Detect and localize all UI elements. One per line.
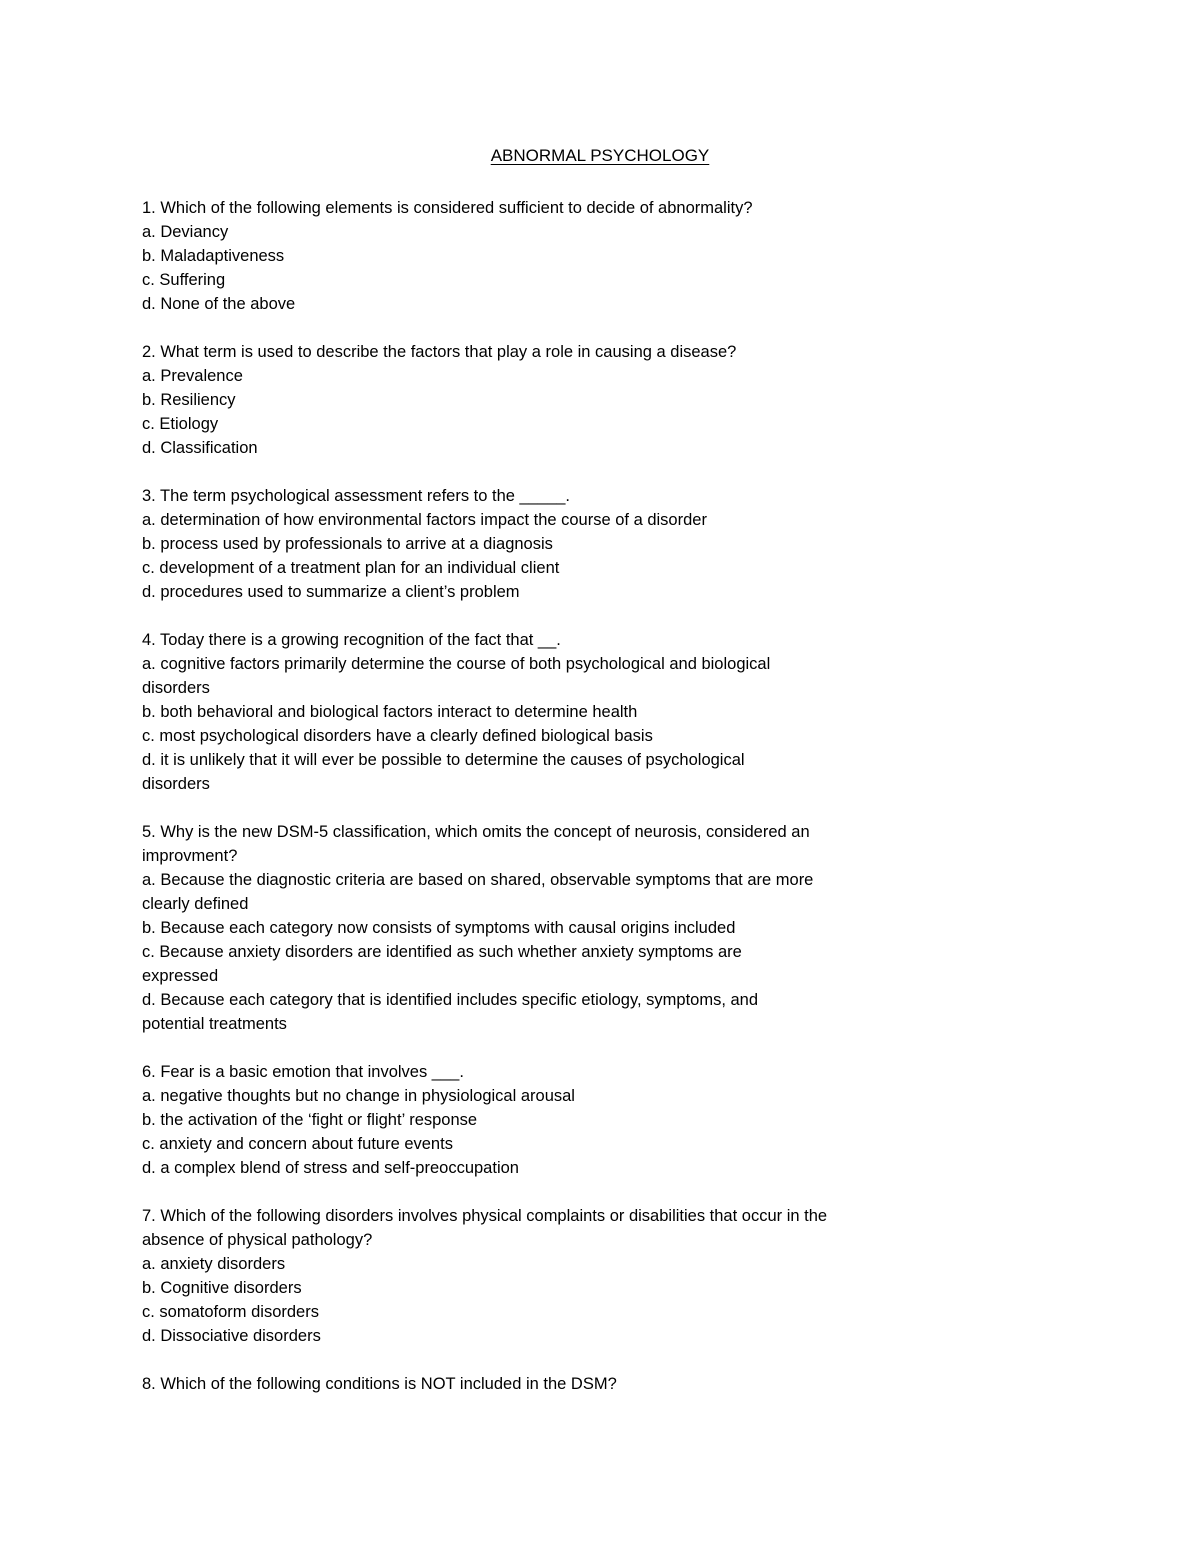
answer-option-c: c. development of a treatment plan for an individual client [142,559,560,577]
answer-option-c: c. most psychological disorders have a clearly defined biological basis [142,727,653,745]
answer-option-a-cont: disorders [142,679,210,697]
answer-option-a: a. negative thoughts but no change in physiological arousal [142,1087,575,1105]
answer-option-d-cont: potential treatments [142,1015,287,1033]
question-block-5 [142,820,942,1036]
answer-option-c: c. Because anxiety disorders are identified as such whether anxiety symptoms are [142,943,742,961]
question-text: 1. Which of the following elements is considered sufficient to decide of abnormality? [142,199,753,217]
answer-option-a: a. cognitive factors primarily determine the course of both psychological and biological [142,655,771,673]
answer-option-b: b. the activation of the ‘fight or flight’ response [142,1111,478,1129]
question-block-1 [142,196,942,316]
answer-option-d: d. procedures used to summarize a client’s problem [142,583,520,601]
document-title: ABNORMAL PSYCHOLOGY [490,146,710,165]
answer-option-d: d. it is unlikely that it will ever be possible to determine the causes of psychological [142,751,745,769]
question-block-3 [142,484,942,604]
question-text: 4. Today there is a growing recognition of the fact that __. [142,631,561,649]
answer-option-a: a. determination of how environmental factors impact the course of a disorder [142,511,707,529]
question-block-7 [142,1204,942,1348]
question-list [142,196,942,1420]
answer-option-d: d. Because each category that is identified includes specific etiology, symptoms, and [142,991,759,1009]
answer-option-c: c. somatoform disorders [142,1303,319,1321]
answer-option-d: d. Classification [142,439,258,457]
question-text: 8. Which of the following conditions is NOT included in the DSM? [142,1375,617,1393]
answer-option-a: a. Because the diagnostic criteria are based on shared, observable symptoms that are more [142,871,814,889]
question-text-cont: improvment? [142,847,238,865]
question-text: 6. Fear is a basic emotion that involves ___. [142,1063,464,1081]
answer-option-c: c. Etiology [142,415,219,433]
answer-option-b: b. Resiliency [142,391,236,409]
answer-option-a-cont: clearly defined [142,895,249,913]
answer-option-c: c. anxiety and concern about future events [142,1135,453,1153]
answer-option-d: d. a complex blend of stress and self-preoccupation [142,1159,519,1177]
answer-option-a: a. Prevalence [142,367,243,385]
answer-option-c: c. Suffering [142,271,226,289]
question-block-6 [142,1060,942,1180]
answer-option-a: a. anxiety disorders [142,1255,286,1273]
question-text: 5. Why is the new DSM-5 classification, which omits the concept of neurosis, considered an [142,823,810,841]
answer-option-d: d. None of the above [142,295,296,313]
answer-option-d-cont: disorders [142,775,210,793]
answer-option-b: b. Maladaptiveness [142,247,285,265]
question-text: 7. Which of the following disorders involves physical complaints or disabilities that occur in the [142,1207,828,1225]
answer-option-b: b. Because each category now consists of symptoms with causal origins included [142,919,736,937]
question-block-8 [142,1372,942,1396]
question-text-cont: absence of physical pathology? [142,1231,373,1249]
answer-option-a: a. Deviancy [142,223,229,241]
question-block-2 [142,340,942,460]
question-text: 3. The term psychological assessment refers to the _____. [142,487,571,505]
question-block-4 [142,628,942,796]
question-text: 2. What term is used to describe the factors that play a role in causing a disease? [142,343,737,361]
answer-option-d: d. Dissociative disorders [142,1327,321,1345]
answer-option-b: b. process used by professionals to arrive at a diagnosis [142,535,553,553]
answer-option-c-cont: expressed [142,967,219,985]
answer-option-b: b. both behavioral and biological factors interact to determine health [142,703,638,721]
answer-option-b: b. Cognitive disorders [142,1279,302,1297]
